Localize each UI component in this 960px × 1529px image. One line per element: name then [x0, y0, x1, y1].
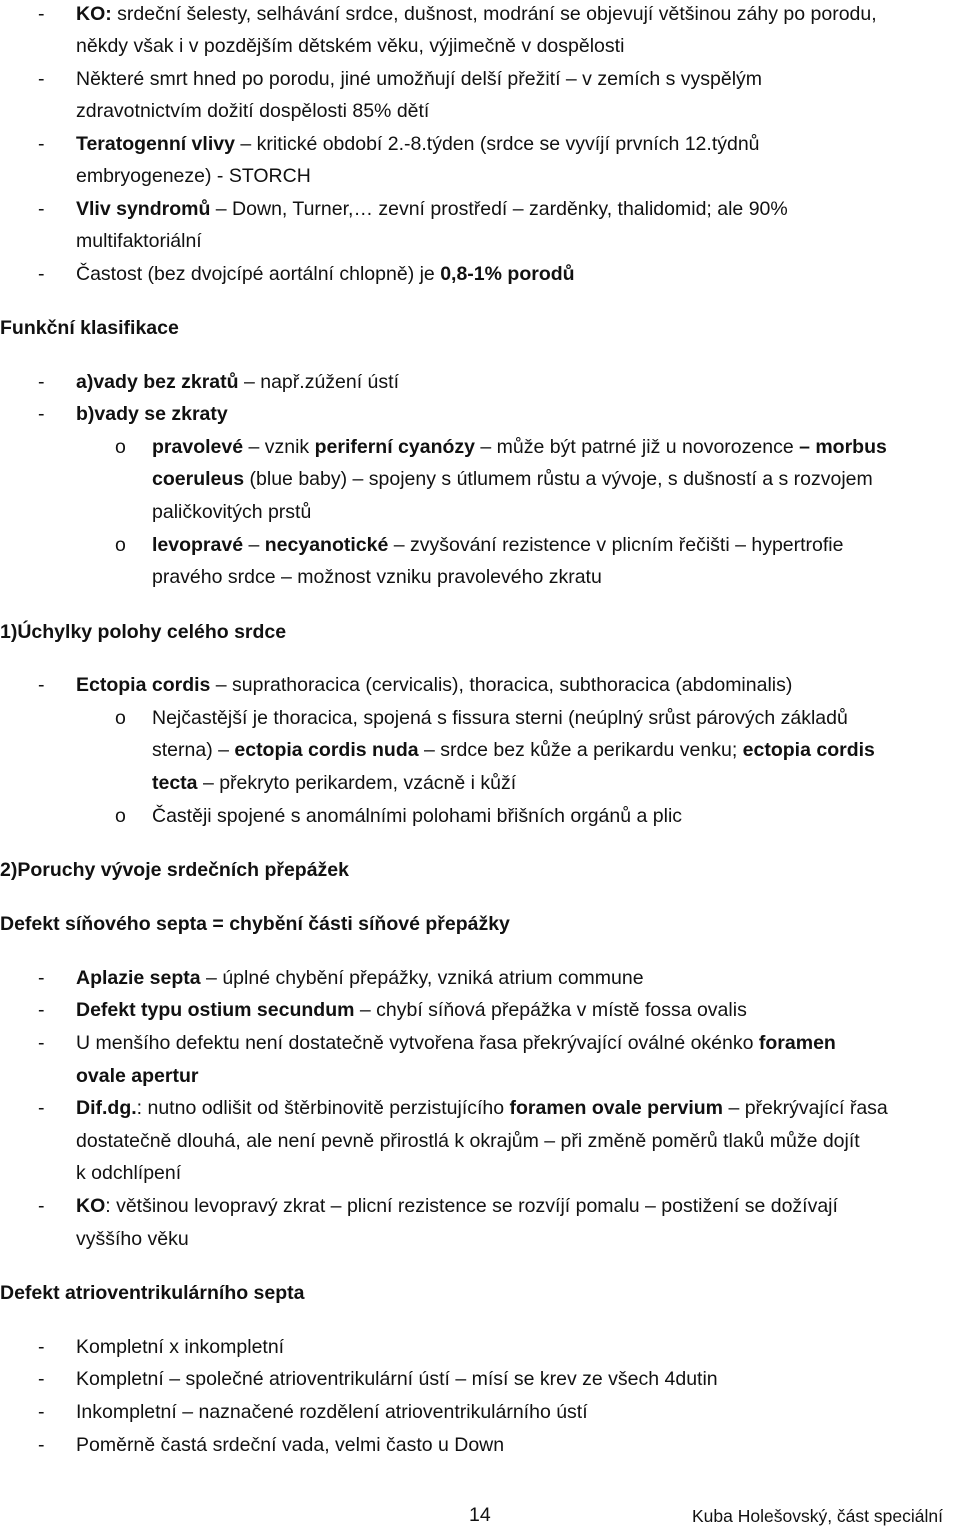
plain-text: embryogeneze) - STORCH — [76, 165, 311, 187]
plain-text: zdravotnictvím dožití dospělosti 85% dětí — [76, 100, 430, 122]
line-text — [0, 1281, 305, 1305]
line-text — [76, 1335, 284, 1359]
bold-text: Defekt typu ostium secundum — [76, 999, 355, 1021]
plain-text: Častěji spojené s anomálními polohami břišních orgánů a plic — [152, 805, 683, 827]
line-text — [76, 197, 788, 221]
dash-bullet: - — [38, 1032, 45, 1054]
bold-text: ectopia cordis — [742, 739, 875, 761]
plain-text: – kritické období 2.-8.týden (srdce se vyvíjí prvních 12.týdnů — [234, 133, 760, 155]
line-text — [152, 771, 516, 795]
line-text — [76, 966, 644, 990]
dash-bullet: - — [38, 1434, 45, 1456]
line-text — [152, 706, 848, 730]
line-text — [152, 467, 873, 491]
line-text — [76, 1194, 838, 1218]
bold-text: Ectopia cordis — [76, 674, 211, 696]
line-text — [152, 804, 682, 828]
bold-text: 0,8-1% porodů — [440, 263, 575, 285]
line-text — [76, 1096, 888, 1120]
line-text — [76, 99, 429, 123]
bold-text: 1)Úchylky polohy celého srdce — [0, 621, 287, 643]
plain-text: k odchlípení — [76, 1162, 182, 1184]
plain-text: – zvyšování rezistence v plicním řečišti – hypertrofie — [388, 534, 844, 556]
dash-bullet: - — [38, 1097, 45, 1119]
plain-text: (blue baby) – spojeny s útlumem růstu a vývoje, s dušností a s rozvojem — [244, 468, 873, 490]
plain-text: sterna) – — [152, 739, 235, 761]
plain-text: – srdce bez kůže a perikardu venku; — [418, 739, 743, 761]
bold-text: Vliv syndromů — [76, 198, 211, 220]
line-text — [0, 912, 510, 936]
plain-text: – překrývající řasa — [723, 1097, 888, 1119]
line-text — [0, 316, 179, 340]
plain-text: srdeční šelesty, selhávání srdce, dušnost, modrání se objevují většinou záhy po porodu, — [111, 3, 877, 25]
bold-text: – morbus — [799, 436, 887, 458]
bold-text: b)vady se zkraty — [76, 403, 228, 425]
line-text — [76, 998, 747, 1022]
bold-text: KO: — [76, 3, 112, 25]
bold-text: Funkční klasifikace — [0, 317, 179, 339]
line-text — [76, 370, 399, 394]
dash-bullet: - — [38, 999, 45, 1021]
line-text — [76, 1227, 189, 1251]
plain-text: – chybí síňová přepážka v místě fossa ovalis — [354, 999, 747, 1021]
circle-bullet: o — [115, 707, 126, 729]
bold-text: tecta — [152, 772, 198, 794]
plain-text: Poměrně častá srdeční vada, velmi často u Down — [76, 1434, 505, 1456]
line-text — [76, 132, 760, 156]
dash-bullet: - — [38, 1195, 45, 1217]
line-text — [0, 620, 286, 644]
bold-text: Dif.dg. — [76, 1097, 137, 1119]
circle-bullet: o — [115, 534, 126, 556]
line-text — [76, 34, 624, 58]
footer-author: Kuba Holešovský, část speciální — [692, 1506, 943, 1526]
line-text — [76, 1433, 504, 1457]
plain-text: pravého srdce – možnost vzniku pravolevého zkratu — [152, 566, 602, 588]
line-text — [76, 1161, 181, 1185]
bold-text: Defekt atrioventrikulárního septa — [0, 1282, 305, 1304]
line-text — [76, 402, 228, 426]
line-text — [152, 738, 875, 762]
plain-text: – suprathoracica (cervicalis), thoracica, subthoracica (abdominalis) — [210, 674, 793, 696]
bold-text: Aplazie septa — [76, 967, 201, 989]
line-text — [152, 500, 311, 524]
line-text — [0, 858, 349, 882]
dash-bullet: - — [38, 371, 45, 393]
plain-text: – Down, Turner,… zevní prostředí – zarděnky, thalidomid; ale 90% — [210, 198, 788, 220]
line-text — [76, 1031, 836, 1055]
bold-text: foramen — [758, 1032, 836, 1054]
dash-bullet: - — [38, 263, 45, 285]
page-number: 14 — [469, 1504, 491, 1526]
plain-text: U menšího defektu není dostatečně vytvořena řasa překrývající oválné okénko — [76, 1032, 759, 1054]
plain-text: Častost (bez dvojcípé aortální chlopně) je — [76, 263, 441, 285]
plain-text: – vznik — [243, 436, 315, 458]
bold-text: a)vady bez zkratů — [76, 371, 239, 393]
bold-text: pravolevé — [152, 436, 244, 458]
plain-text: Kompletní x inkompletní — [76, 1336, 285, 1358]
line-text — [76, 1129, 860, 1153]
line-text — [76, 1064, 198, 1088]
bold-text: ectopia cordis nuda — [234, 739, 419, 761]
plain-text: vyššího věku — [76, 1228, 189, 1250]
line-text — [76, 1367, 718, 1391]
dash-bullet: - — [38, 674, 45, 696]
plain-text: dostatečně dlouhá, ale není pevně přirostlá k okrajům – při změně poměrů tlaků může dojít — [76, 1130, 860, 1152]
dash-bullet: - — [38, 1368, 45, 1390]
line-text — [76, 229, 202, 253]
dash-bullet: - — [38, 967, 45, 989]
line-text — [76, 1400, 588, 1424]
dash-bullet: - — [38, 198, 45, 220]
bold-text: 2)Poruchy vývoje srdečních přepážek — [0, 859, 349, 881]
bold-text: coeruleus — [152, 468, 245, 490]
plain-text: Inkompletní – naznačené rozdělení atrioventrikulárního ústí — [76, 1401, 588, 1423]
bold-text: necyanotické — [264, 534, 389, 556]
dash-bullet: - — [38, 403, 45, 425]
bold-text: Teratogenní vlivy — [76, 133, 235, 155]
dash-bullet: - — [38, 133, 45, 155]
plain-text: – překryto perikardem, vzácně i kůží — [197, 772, 517, 794]
dash-bullet: - — [38, 3, 45, 25]
line-text — [76, 2, 877, 26]
line-text — [152, 435, 887, 459]
plain-text: multifaktoriální — [76, 230, 202, 252]
plain-text: Některé smrt hned po porodu, jiné umožňují delší přežití – v zemích s vyspělým — [76, 68, 763, 90]
plain-text: – např.zúžení ústí — [238, 371, 399, 393]
bold-text: levopravé — [152, 534, 244, 556]
plain-text: : nutno odlišit od štěrbinovitě perzistujícího — [136, 1097, 510, 1119]
dash-bullet: - — [38, 68, 45, 90]
circle-bullet: o — [115, 805, 126, 827]
circle-bullet: o — [115, 436, 126, 458]
plain-text: – — [243, 534, 265, 556]
plain-text: paličkovitých prstů — [152, 501, 312, 523]
line-text — [76, 164, 311, 188]
bold-text: ovale apertur — [76, 1065, 199, 1087]
bold-text: periferní cyanózy — [314, 436, 475, 458]
dash-bullet: - — [38, 1401, 45, 1423]
plain-text: – může být patrné již u novorozence — [474, 436, 800, 458]
plain-text: Kompletní – společné atrioventrikulární ústí – mísí se krev ze všech 4dutin — [76, 1368, 718, 1390]
bold-text: foramen ovale pervium — [509, 1097, 724, 1119]
bold-text: KO — [76, 1195, 106, 1217]
plain-text: – úplné chybění přepážky, vzniká atrium commune — [200, 967, 644, 989]
plain-text: někdy však i v pozdějším dětském věku, výjimečně v dospělosti — [76, 35, 625, 57]
line-text — [152, 533, 844, 557]
line-text — [76, 67, 762, 91]
line-text — [76, 262, 575, 286]
bold-text: Defekt síňového septa = chybění části síňové přepážky — [0, 913, 510, 935]
line-text — [152, 565, 602, 589]
plain-text: Nejčastější je thoracica, spojená s fissura sterni (neúplný srůst párových základů — [152, 707, 848, 729]
line-text — [76, 673, 792, 697]
dash-bullet: - — [38, 1336, 45, 1358]
plain-text: : většinou levopravý zkrat – plicní rezistence se rozvíjí pomalu – postižení se dožívají — [105, 1195, 838, 1217]
